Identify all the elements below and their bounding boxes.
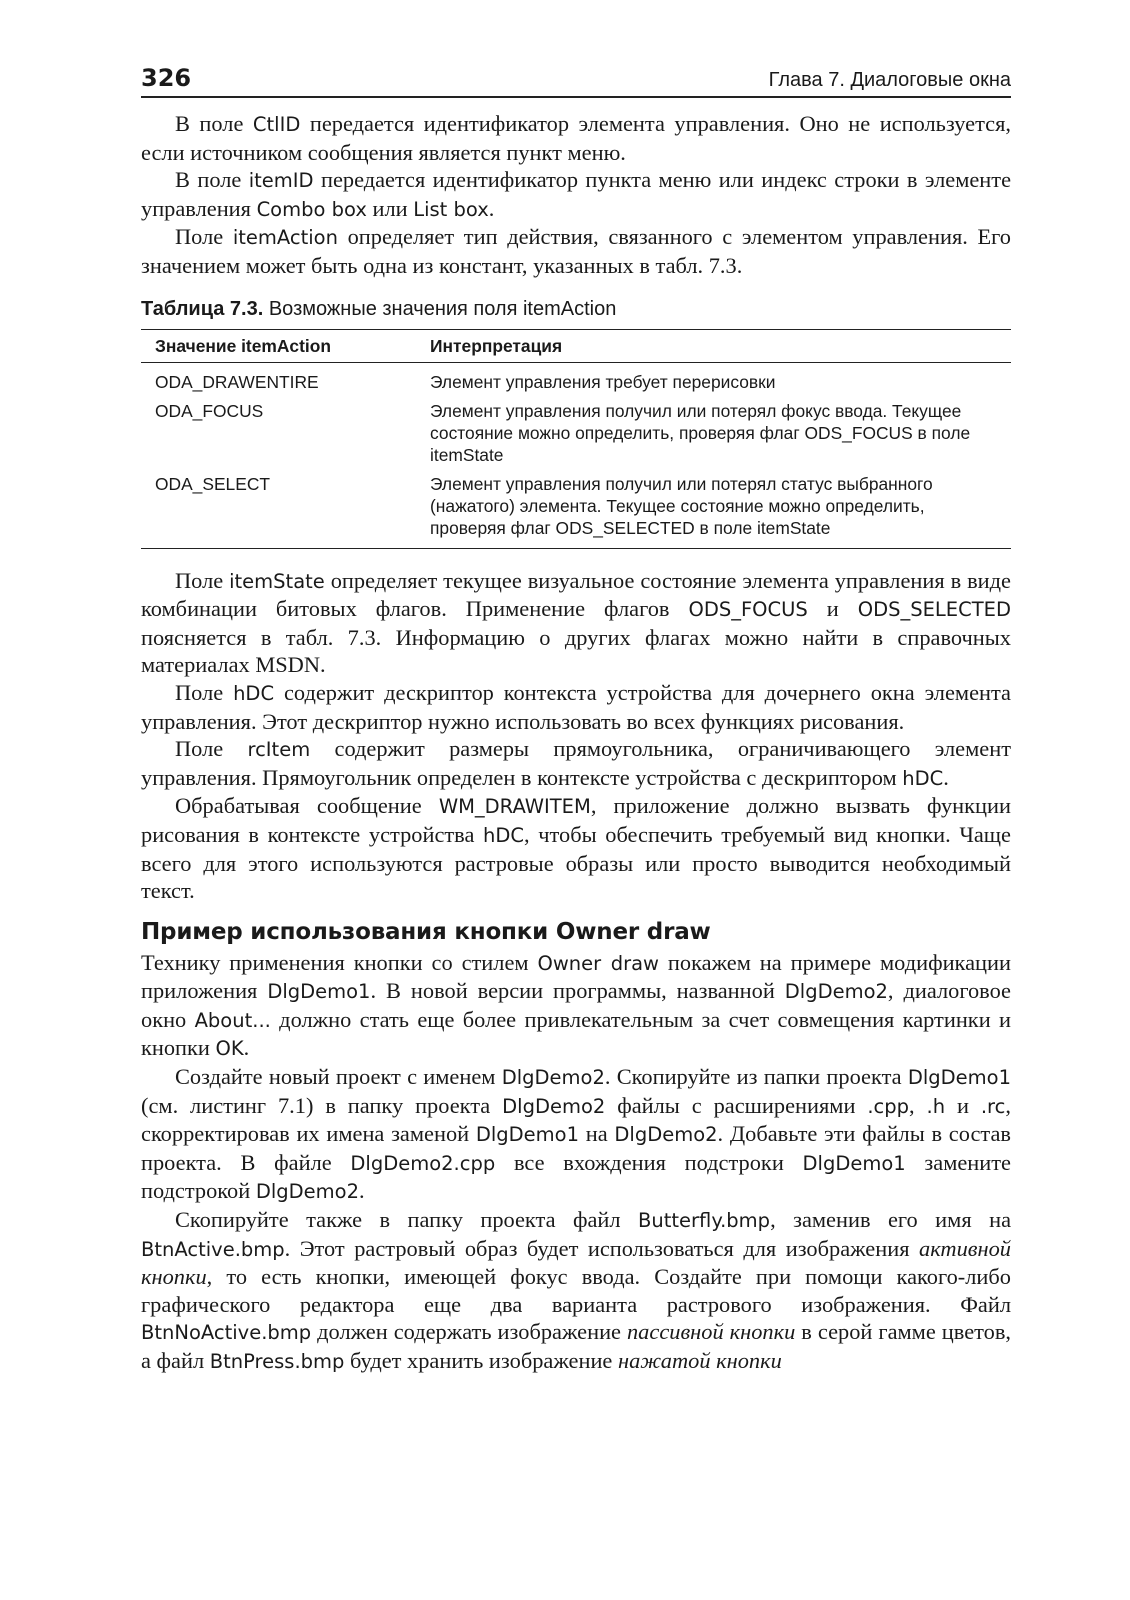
table-cell-value: ODA_SELECT [141, 471, 416, 549]
table-cell-interpretation: Элемент управления получил или потерял статус выбранного (нажатого) элемента. Текущее состояние можно определить, проверяя флаг ODS_SELECTED в поле itemState [416, 471, 1011, 549]
paragraph-itemstate: Поле itemState определяет текущее визуальное состояние элемента управления в виде комбинации битовых флагов. Применение флагов ODS_FOCUS и ODS_SELECTED поясняется в табл. 7.3. Информацию о других флагах можно найти в справочных материалах MSDN. [141, 567, 1011, 678]
paragraph-itemaction: Поле itemAction определяет тип действия, связанного с элементом управления. Его значением может быть одна из констант, указанных в табл. 7.3. [141, 224, 1011, 278]
running-header [141, 58, 1011, 98]
table-cell-interpretation: Элемент управления требует перерисовки [430, 371, 776, 392]
paragraph-hdc: Поле hDC содержит дескриптор контекста устройства для дочернего окна элемента управления. Этот дескриптор нужно использовать во всех функциях рисования. [141, 679, 1011, 734]
table-row [141, 362, 1011, 398]
table-caption [141, 298, 1011, 321]
column-header-value: Значение itemAction [141, 329, 416, 362]
table-row [141, 398, 1011, 471]
paragraph-create-project: Создайте новый проект с именем DlgDemo2. Скопируйте из папки проекта DlgDemo1 (см. листинг 7.1) в папку проекта DlgDemo2 файлы с расширениями .cpp, .h и .rc, скорректировав их имена заменой DlgDemo1 на DlgDemo2. Добавьте эти файлы в состав проекта. В файле DlgDemo2.cpp все вхождения подстроки DlgDemo1 замените подстрокой DlgDemo2. [141, 1064, 1011, 1204]
table-cell-value: ODA_FOCUS [155, 400, 264, 421]
table-header-row [141, 329, 1011, 362]
column-header-interpretation: Интерпретация [416, 329, 1011, 362]
page-number: 326 [141, 64, 192, 92]
table-cell-interpretation: Элемент управления получил или потерял фокус ввода. Текущее состояние можно определить, проверяя флаг ODS_FOCUS в поле itemState [430, 400, 971, 465]
table-caption-label: Таблица 7.3. [141, 297, 264, 320]
table-caption-text: Возможные значения поля itemAction [263, 297, 617, 320]
paragraph-bitmaps: Скопируйте также в папку проекта файл Butterfly.bmp, заменив его имя на BtnActive.bmp. Этот растровый образ будет использоваться для изображения активной кнопки, то есть кнопки, имеющей фокус ввода. Создайте при помощи какого-либо графического редактора еще два варианта растрового изображения. Файл BtnNoActive.bmp должен содержать изображение пассивной кнопки в серой гамме цветов, а файл BtnPress.bmp будет хранить изображение нажатой кнопки [141, 1207, 1012, 1373]
book-page [141, 58, 1011, 1376]
paragraph-itemid: В поле itemID передается идентификатор пункта меню или индекс строки в элементе управления Combo box или List box. [141, 167, 1012, 221]
paragraph-wm-drawitem: Обрабатывая сообщение WM_DRAWITEM, приложение должно вызвать функции рисования в контексте устройства hDC, чтобы обеспечить требуемый вид кнопки. Чаще всего для этого используются растровые образы или просто выводится необходимый текст. [141, 793, 1011, 904]
paragraph-ctlid: В поле CtlID передается идентификатор элемента управления. Оно не используется, если источником сообщения является пункт меню. [141, 111, 1011, 165]
paragraph-owner-draw-intro: Технику применения кнопки со стилем Owner draw покажем на примере модификации приложения DlgDemo1. В новой версии программы, названной DlgDemo2, диалоговое окно About... должно стать еще более привлекательным за счет совмещения картинки и кнопки OK. [141, 949, 1011, 1061]
chapter-title: Глава 7. Диалоговые окна [768, 69, 1011, 91]
paragraph-rcitem: Поле rcItem содержит размеры прямоугольника, ограничивающего элемент управления. Прямоугольник определен в контексте устройства с дескриптором hDC. [141, 736, 1011, 790]
itemaction-values-table [141, 329, 1011, 549]
table-row [141, 471, 1011, 549]
table-cell-value: ODA_DRAWENTIRE [155, 371, 319, 392]
section-heading: Пример использования кнопки Owner draw [141, 918, 711, 945]
